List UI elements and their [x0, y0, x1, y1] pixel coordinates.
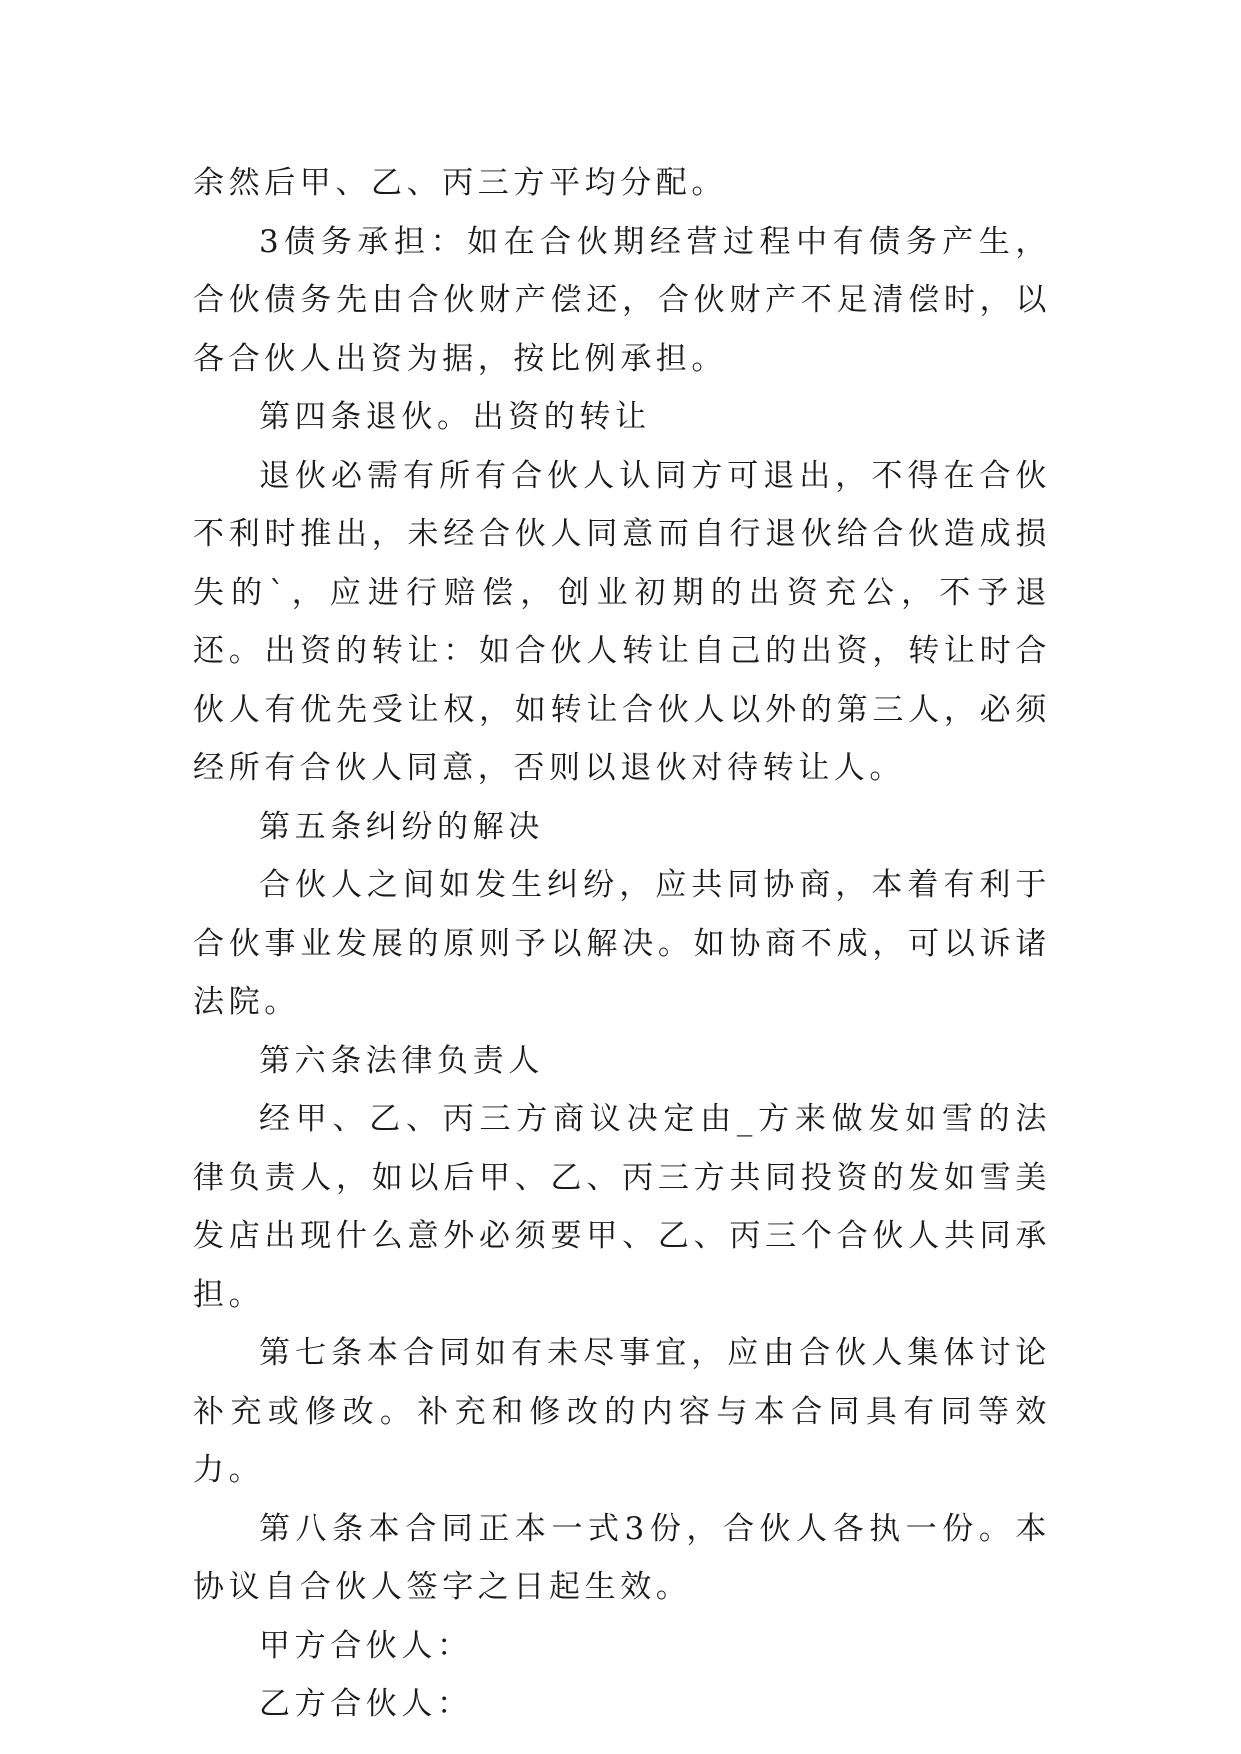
document-body: [193, 154, 1051, 1734]
signature-party-a: 甲方合伙人：: [259, 1627, 473, 1664]
heading-article-4: 第四条退伙。出资的转让: [259, 399, 651, 435]
paragraph-debt-liability: 3债务承担：如在合伙期经营过程中有债务产生，合伙债务先由合伙财产偿还，合伙财产不足清偿时，以各合伙人出资为据，按比例承担。: [193, 223, 1051, 377]
signature-party-b: 乙方合伙人：: [259, 1686, 473, 1722]
paragraph-article-7: 第七条本合同如有未尽事宜，应由合伙人集体讨论补充或修改。补充和修改的内容与本合同具有同等效力。: [193, 1335, 1051, 1488]
heading-article-5: 第五条纠纷的解决: [259, 808, 544, 845]
paragraph-withdrawal-transfer: 退伙必需有所有合伙人认同方可退出，不得在合伙不利时推出，未经合伙人同意而自行退伙给合伙造成损失的`，应进行赔偿，创业初期的出资充公，不予退还。出资的转让：如合伙人转让自己的出资，转让时合伙人有优先受让权，如转让合伙人以外的第三人，必须经所有合伙人同意，否则以退伙对待转让人。: [193, 457, 1051, 786]
paragraph-legal-representative: 经甲、乙、丙三方商议决定由_方来做发如雪的法律负责人，如以后甲、乙、丙三方共同投资的发如雪美发店出现什么意外必须要甲、乙、丙三个合伙人共同承担。: [193, 1101, 1051, 1313]
paragraph-profit-distribution-end: 余然后甲、乙、丙三方平均分配。: [193, 165, 727, 201]
paragraph-article-8: 第八条本合同正本一式3份，合伙人各执一份。本协议自合伙人签字之日起生效。: [193, 1510, 1051, 1605]
paragraph-dispute-resolution: 合伙人之间如发生纠纷，应共同协商，本着有利于合伙事业发展的原则予以解决。如协商不成，可以诉诸法院。: [193, 867, 1051, 1020]
heading-article-6: 第六条法律负责人: [259, 1042, 544, 1079]
